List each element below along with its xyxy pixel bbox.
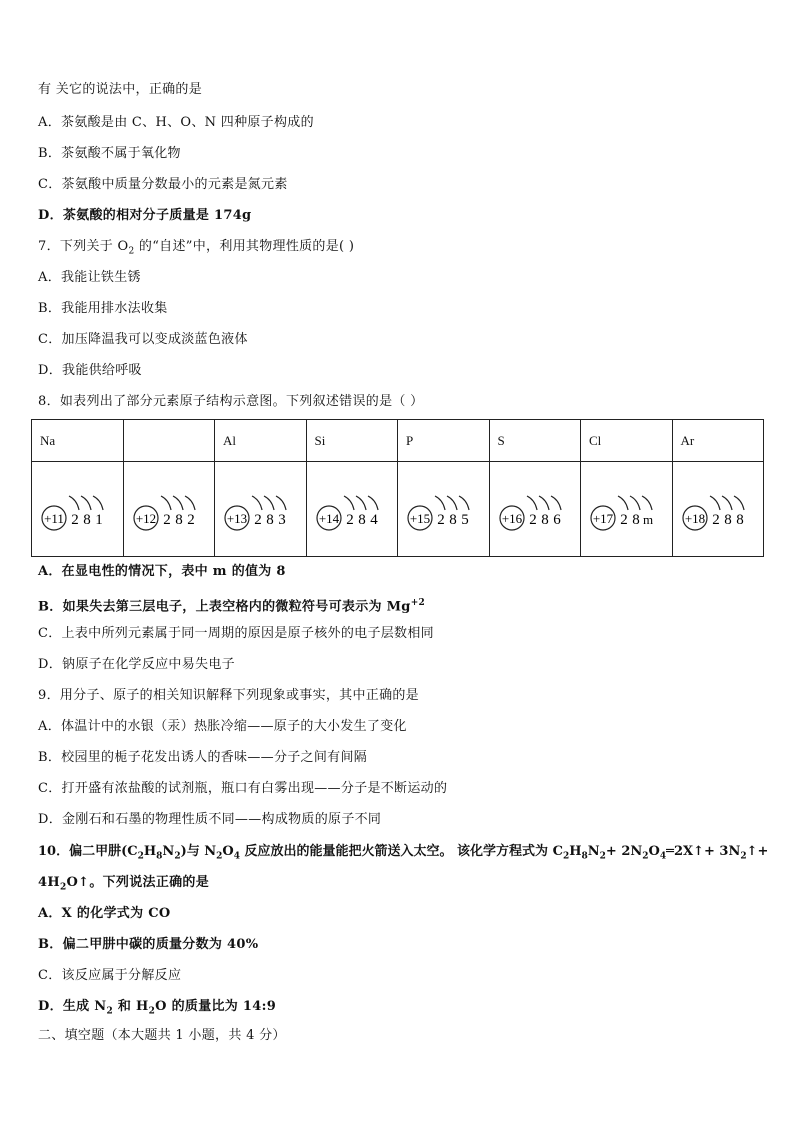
element-symbol-row xyxy=(32,420,764,462)
atom-diagram-cell xyxy=(489,462,581,557)
nucleus-charge-label: +17 xyxy=(593,511,614,526)
electron-count-label: 8 xyxy=(449,512,457,528)
atom-diagram-cell xyxy=(123,462,215,557)
atom-diagram xyxy=(312,474,392,544)
electron-shell-arc xyxy=(276,496,286,510)
electron-count-label: 8 xyxy=(175,512,183,528)
electron-shell-arc xyxy=(356,496,366,510)
electron-count-label: 8 xyxy=(83,512,91,528)
electron-shell-arc xyxy=(173,496,183,510)
electron-count-label: 2 xyxy=(163,512,171,528)
electron-shell-arc xyxy=(459,496,469,510)
element-cell-s: S xyxy=(489,420,581,462)
q9-option-b: B．校园里的栀子花发出诱人的香味——分子之间有间隔 xyxy=(38,750,368,765)
electron-shell-arc xyxy=(734,496,744,510)
q7-stem: 7．下列关于 $O_2$ 的“自述”中，利用其物理性质的是( ) xyxy=(38,239,355,257)
atom-diagram-cell xyxy=(581,462,673,557)
atom-diagram xyxy=(129,474,209,544)
nucleus-charge-label: +12 xyxy=(135,511,156,526)
electron-count-label: 2 xyxy=(346,512,354,528)
electron-shell-arc xyxy=(161,496,171,510)
atom-diagram-row xyxy=(32,462,764,557)
nucleus-charge-label: +15 xyxy=(410,511,431,526)
atom-diagram xyxy=(678,474,758,544)
electron-count-label: 8 xyxy=(632,512,640,528)
q6-option-c: C．茶氨酸中质量分数最小的元素是氮元素 xyxy=(38,177,288,192)
q6-option-a: A．茶氨酸是由 C、H、O、N 四种原子构成的 xyxy=(38,115,314,130)
atom-diagram-cell xyxy=(672,462,764,557)
atom-diagram-cell xyxy=(32,462,124,557)
q7-option-c: C．加压降温我可以变成淡蓝色液体 xyxy=(38,332,248,347)
element-cell-blank xyxy=(123,420,215,462)
atom-diagram-cell xyxy=(398,462,490,557)
electron-count-label: m xyxy=(643,512,654,527)
electron-count-label: 2 xyxy=(187,512,195,528)
q9-option-d: D．金刚石和石墨的物理性质不同——构成物质的原子不同 xyxy=(38,812,382,827)
q8-option-d: D．钠原子在化学反应中易失电子 xyxy=(38,657,235,672)
q6-option-d: D．茶氨酸的相对分子质量是 174g xyxy=(38,208,252,223)
electron-count-label: 2 xyxy=(71,512,79,528)
nucleus-charge-label: +14 xyxy=(318,511,339,526)
q8-option-c: C．上表中所列元素属于同一周期的原因是原子核外的电子层数相同 xyxy=(38,626,434,641)
electron-count-label: 3 xyxy=(278,512,286,528)
electron-shell-arc xyxy=(368,496,378,510)
element-cell-al: Al xyxy=(215,420,307,462)
element-cell-na: Na xyxy=(32,420,124,462)
electron-count-label: 8 xyxy=(736,512,744,528)
q9-option-c: C．打开盛有浓盐酸的试剂瓶，瓶口有白雾出现——分子是不断运动的 xyxy=(38,781,448,796)
electron-shell-arc xyxy=(344,496,354,510)
q10-option-b: B．偏二甲肼中碳的质量分数为 40% xyxy=(38,937,259,952)
electron-count-label: 1 xyxy=(95,512,103,528)
electron-count-label: 4 xyxy=(370,512,378,528)
electron-shell-arc xyxy=(551,496,561,510)
electron-count-label: 2 xyxy=(712,512,720,528)
nucleus-charge-label: +16 xyxy=(501,511,522,526)
atom-diagram xyxy=(403,474,483,544)
q10-option-c: C．该反应属于分解反应 xyxy=(38,968,182,983)
electron-shell-arc xyxy=(435,496,445,510)
electron-count-label: 2 xyxy=(620,512,628,528)
q8-stem: 8．如表列出了部分元素原子结构示意图。下列叙述错误的是（ ） xyxy=(38,394,424,409)
electron-shell-arc xyxy=(69,496,79,510)
q10-option-a: A．X 的化学式为 CO xyxy=(38,906,171,921)
element-cell-cl: Cl xyxy=(581,420,673,462)
electron-shell-arc xyxy=(642,496,652,510)
electron-count-label: 6 xyxy=(553,512,561,528)
atom-diagram xyxy=(495,474,575,544)
nucleus-charge-label: +18 xyxy=(684,511,705,526)
q10-option-d: D．生成 $N_2$ 和 $H_2O$ 的质量比为 14:9 xyxy=(38,999,277,1017)
q10-stem-line2: $4H_2O↑$。下列说法正确的是 xyxy=(38,875,210,893)
electron-shell-arc xyxy=(630,496,640,510)
atom-diagram xyxy=(220,474,300,544)
q6-stem-tail: 有 关它的说法中，正确的是 xyxy=(38,82,203,97)
q9-option-a: A．体温计中的水银（汞）热胀冷缩——原子的大小发生了变化 xyxy=(38,719,407,734)
q7-option-d: D．我能供给呼吸 xyxy=(38,363,142,378)
atom-diagram-cell xyxy=(215,462,307,557)
element-cell-p: P xyxy=(398,420,490,462)
electron-shell-arc xyxy=(93,496,103,510)
atom-diagram xyxy=(586,474,666,544)
electron-count-label: 5 xyxy=(461,512,469,528)
electron-shell-arc xyxy=(722,496,732,510)
q9-stem: 9．用分子、原子的相关知识解释下列现象或事实，其中正确的是 xyxy=(38,688,419,703)
electron-count-label: 8 xyxy=(358,512,366,528)
q8-option-a: A．在显电性的情况下，表中 m 的值为 8 xyxy=(38,564,286,579)
atomic-structure-table xyxy=(31,419,764,557)
electron-count-label: 8 xyxy=(541,512,549,528)
electron-shell-arc xyxy=(264,496,274,510)
element-cell-si: Si xyxy=(306,420,398,462)
q7-option-b: B．我能用排水法收集 xyxy=(38,301,168,316)
element-cell-ar: Ar xyxy=(672,420,764,462)
nucleus-charge-label: +13 xyxy=(227,511,248,526)
electron-count-label: 2 xyxy=(529,512,537,528)
electron-count-label: 2 xyxy=(437,512,445,528)
electron-count-label: 8 xyxy=(724,512,732,528)
electron-shell-arc xyxy=(527,496,537,510)
electron-shell-arc xyxy=(81,496,91,510)
electron-count-label: 2 xyxy=(254,512,262,528)
electron-shell-arc xyxy=(710,496,720,510)
q10-stem: 10．偏二甲肼$(C_2H_8N_2)$与 $N_2O_4$ 反应放出的能量能把火箭送入太空。 该化学方程式为 $C_2H_8N_2+$ $2N_2O_4═2X↑+$ $3N_2↑+$ xyxy=(38,844,769,862)
nucleus-charge-label: +11 xyxy=(44,511,65,526)
section-2-heading: 二、填空题（本大题共 1 小题，共 4 分） xyxy=(38,1028,286,1043)
electron-shell-arc xyxy=(185,496,195,510)
electron-count-label: 8 xyxy=(266,512,274,528)
q7-option-a: A．我能让铁生锈 xyxy=(38,270,141,285)
q6-option-b: B．茶氨酸不属于氧化物 xyxy=(38,146,181,161)
electron-shell-arc xyxy=(447,496,457,510)
atom-diagram xyxy=(37,474,117,544)
electron-shell-arc xyxy=(618,496,628,510)
atom-diagram-cell xyxy=(306,462,398,557)
electron-shell-arc xyxy=(252,496,262,510)
q8-option-b: B．如果失去第三层电子，上表空格内的微粒符号可表示为 $Mg^{+2}$ xyxy=(38,598,426,615)
electron-shell-arc xyxy=(539,496,549,510)
